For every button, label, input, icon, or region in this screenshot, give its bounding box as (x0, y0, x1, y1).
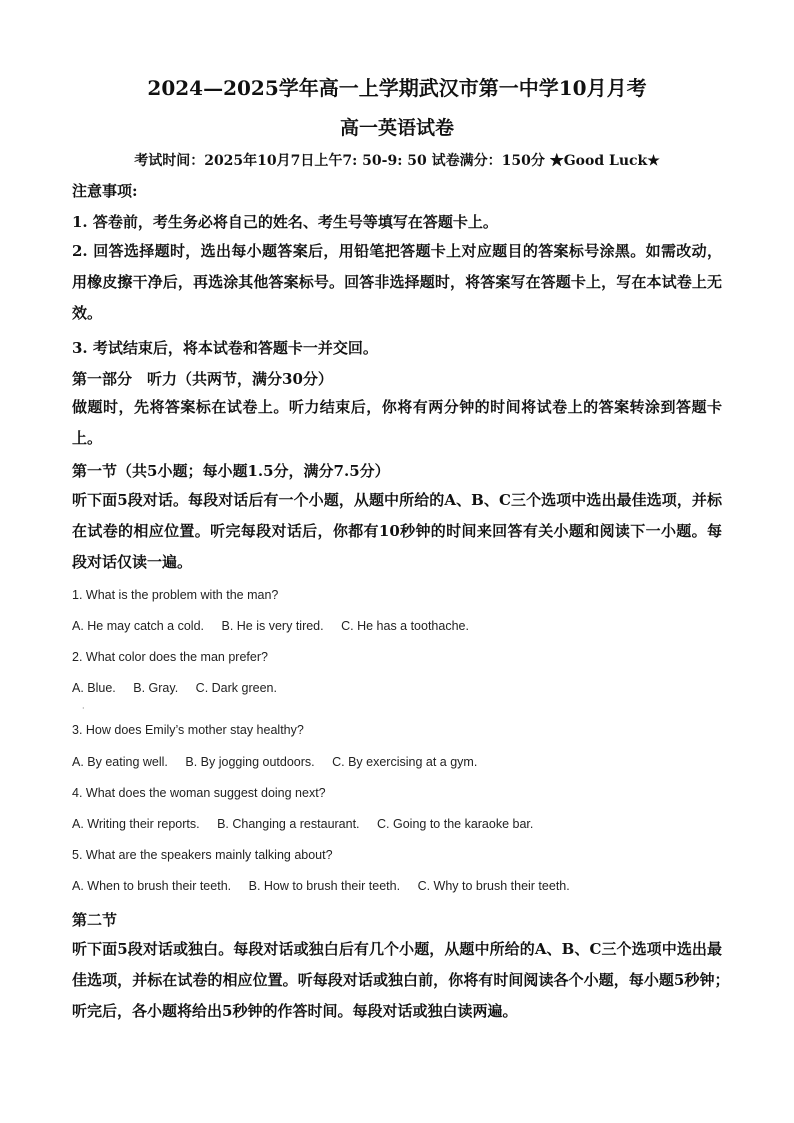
q4-option-c: C. Going to the karaoke bar. (377, 817, 534, 831)
section1-heading: 第一节（共5小题；每小题1.5分，满分7.5分） (72, 462, 390, 480)
exam-title: 2024—2025学年高一上学期武汉市第一中学10月月考 (147, 76, 647, 100)
section2-heading: 第二节 (72, 911, 118, 929)
question-5: 5. What are the speakers mainly talking about? (72, 848, 333, 862)
question-2: 2. What color does the man prefer? (72, 650, 268, 664)
q2-option-b: B. Gray. (133, 681, 179, 695)
q5-option-c: C. Why to brush their teeth. (417, 879, 570, 893)
q4-option-b: B. Changing a restaurant. (217, 817, 360, 831)
question-4: 4. What does the woman suggest doing next? (72, 786, 326, 800)
notice-item-1: 1. 答卷前，考生务必将自己的姓名、考生号等填写在答题卡上。 (72, 213, 498, 231)
part1-heading: 第一部分 听力（共两节，满分30分） (72, 370, 333, 388)
question-1-options (72, 619, 722, 633)
q3-option-b: B. By jogging outdoors. (185, 755, 315, 769)
question-5-options (72, 879, 722, 893)
q2-option-c: C. Dark green. (195, 681, 277, 695)
exam-subtitle: 高一英语试卷 (339, 117, 454, 139)
notice-heading: 注意事项: (72, 182, 138, 200)
q3-option-a: A. By eating well. (72, 755, 168, 769)
q2-option-a: A. Blue. (72, 681, 116, 695)
exam-info: 考试时间：2025年10月7日上午7: 50-9: 50 试卷满分：150分 ★Good Luck★ (134, 153, 660, 169)
question-3: 3. How does Emily’s mother stay healthy? (72, 723, 304, 737)
question-1: 1. What is the problem with the man? (72, 588, 279, 602)
section1-instruction: 听下面5段对话。每段对话后有一个小题，从题中所给的A、B、C三个选项中选出最佳选项，并标在试卷的相应位置。听完每段对话后，你都有10秒钟的时间来回答有关小题和阅读下一小题。每段对话仅读一遍。 (72, 491, 722, 571)
q5-option-a: A. When to brush their teeth. (72, 879, 232, 893)
q1-option-b: B. He is very tired. (221, 619, 324, 633)
q5-option-b: B. How to brush their teeth. (248, 879, 401, 893)
notice-item-2: 2. 回答选择题时，选出每小题答案后，用铅笔把答题卡上对应题目的答案标号涂黑。如需改动，用橡皮擦干净后，再选涂其他答案标号。回答非选择题时，将答案写在答题卡上，写在本试卷上无效。 (72, 242, 722, 322)
part1-instruction: 做题时，先将答案标在试卷上。听力结束后，你将有两分钟的时间将试卷上的答案转涂到答题卡上。 (72, 398, 722, 447)
q1-option-c: C. He has a toothache. (341, 619, 469, 633)
q4-option-a: A. Writing their reports. (72, 817, 200, 831)
notice-item-3: 3. 考试结束后，将本试卷和答题卡一并交回。 (72, 339, 378, 357)
stray-dot: · (82, 704, 85, 713)
section2-instruction: 听下面5段对话或独白。每段对话或独白后有几个小题，从题中所给的A、B、C三个选项中选出最佳选项，并标在试卷的相应位置。听每段对话或独白前，你将有时间阅读各个小题，每小题5秒钟； 听完后，各小题将给出5秒钟的作答时间。每段对话或独白读两遍。 (72, 940, 738, 1020)
question-3-options (72, 755, 722, 769)
q1-option-a: A. He may catch a cold. (72, 619, 205, 633)
question-2-options (72, 681, 722, 695)
question-4-options (72, 817, 722, 831)
q3-option-c: C. By exercising at a gym. (332, 755, 478, 769)
